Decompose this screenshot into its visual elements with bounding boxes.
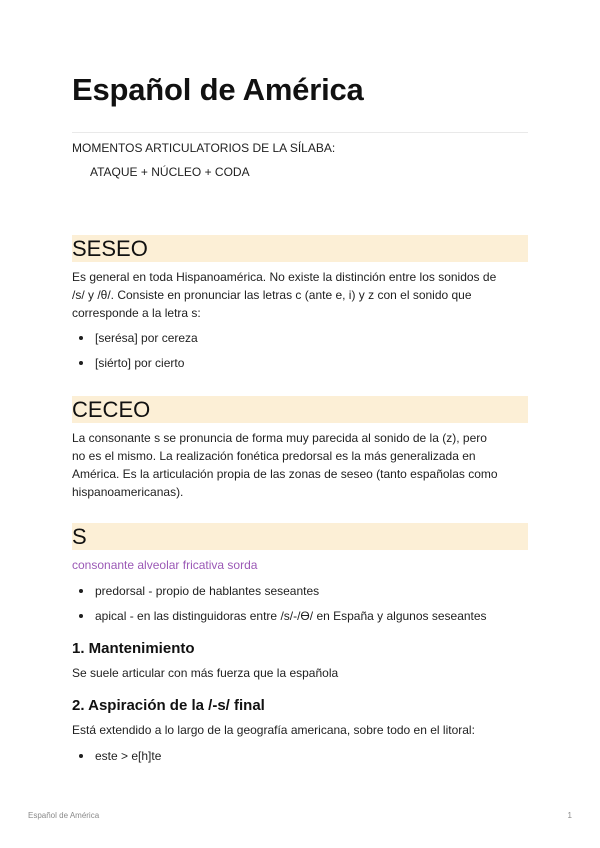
list-item-text: predorsal - propio de hablantes seseantes [95, 584, 320, 598]
list-item [72, 354, 198, 379]
section-heading-s: S [72, 523, 528, 550]
section-heading-seseo: SESEO [72, 235, 528, 262]
seseo-paragraph [72, 268, 528, 322]
aspiracion-text: Está extendido a lo largo de la geografía americana, sobre todo en el litoral: [72, 723, 475, 737]
mantenimiento-text: Se suele articular con más fuerza que la española [72, 666, 339, 680]
intro-formula: ATAQUE + NÚCLEO + CODA [90, 165, 250, 179]
s-variants-list [72, 582, 487, 632]
seseo-line: corresponde a la letra s: [72, 306, 201, 320]
intro-line: MOMENTOS ARTICULATORIOS DE LA SÍLABA: [72, 141, 336, 155]
list-item-text: este > e[h]te [95, 749, 162, 763]
s-subtitle: consonante alveolar fricativa sorda [72, 558, 258, 572]
ceceo-line: América. Es la articulación propia de las zonas de seseo (tanto españolas como [72, 467, 498, 481]
footer-page-number: 1 [567, 811, 572, 820]
section-heading-ceceo: CECEO [72, 396, 528, 423]
ceceo-paragraph [72, 429, 528, 501]
title-divider [72, 132, 528, 133]
bullet-icon [79, 614, 83, 618]
list-item-text: apical - en las distinguidoras entre /s/-/Ɵ/ en España y algunos seseantes [95, 609, 487, 623]
ceceo-line: La consonante s se pronuncia de forma muy parecida al sonido de la (z), pero [72, 431, 487, 445]
bullet-icon [79, 589, 83, 593]
ceceo-line: no es el mismo. La realización fonética predorsal es la más generalizada en [72, 449, 476, 463]
seseo-line: /s/ y /θ/. Consiste en pronunciar las letras c (ante e, i) y z con el sonido que [72, 288, 472, 302]
list-item [72, 607, 487, 632]
seseo-line: Es general en toda Hispanoamérica. No existe la distinción entre los sonidos de [72, 270, 497, 284]
bullet-icon [79, 361, 83, 365]
seseo-examples-list [72, 329, 198, 379]
list-item [72, 582, 487, 607]
ceceo-line: hispanoamericanas). [72, 485, 184, 499]
subheading-aspiracion: 2. Aspiración de la /-s/ final [72, 697, 265, 714]
list-item-text: [siérto] por cierto [95, 356, 185, 370]
aspiracion-examples-list [72, 747, 161, 772]
list-item [72, 747, 161, 772]
list-item-text: [serésa] por cereza [95, 331, 198, 345]
list-item [72, 329, 198, 354]
document-title: Español de América [72, 72, 364, 107]
footer-document-title: Español de América [28, 811, 100, 820]
bullet-icon [79, 754, 83, 758]
subheading-mantenimiento: 1. Mantenimiento [72, 640, 195, 657]
bullet-icon [79, 336, 83, 340]
